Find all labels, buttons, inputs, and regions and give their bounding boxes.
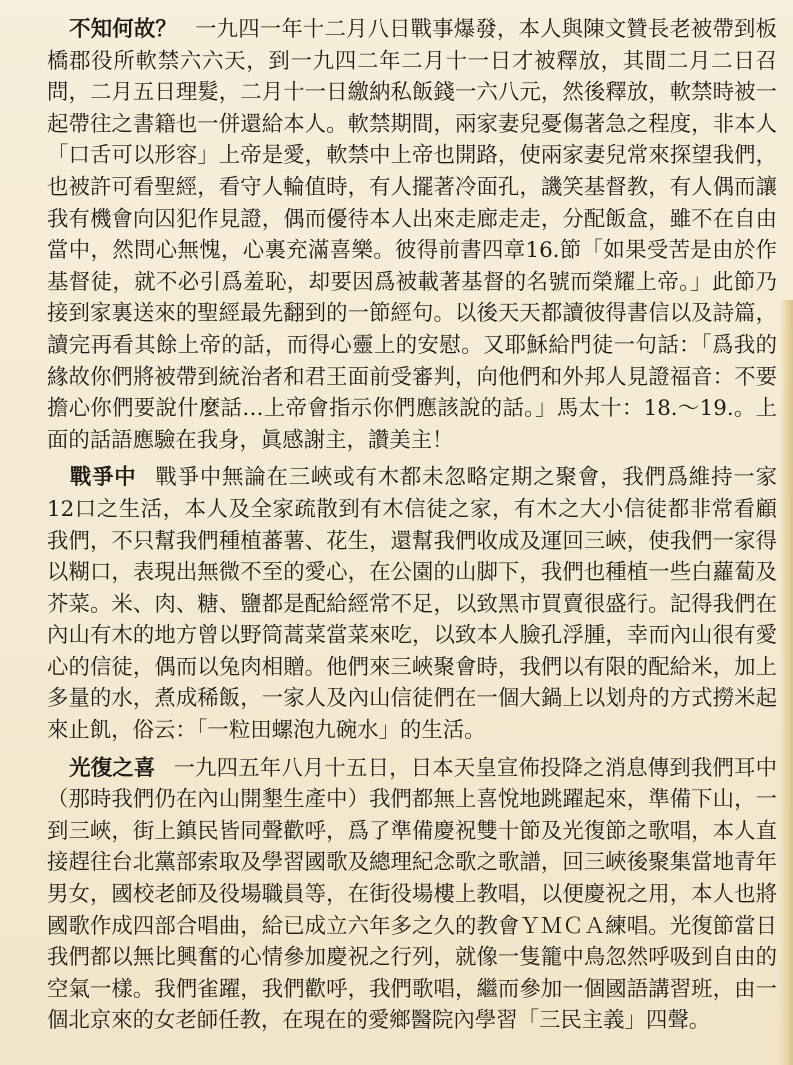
paragraph-retrocession-text: 一九四五年八月十五日，日本天皇宣佈投降之消息傳到我們耳中（那時我們仍在內山開墾生產中）我們都無上喜悅地跳躍起來，準備下山，一到三峽，街上鎮民皆同聲歡呼，爲了準備慶祝雙十節及光復節之歌唱，本人直接趕往台北黨部索取及學習國歌及總理紀念歌之歌譜，回三峽後聚集當地青年男女，國校老師及役場職員等，在街役場樓上教唱，以便慶祝之用，本人也將國歌作成四部合唱曲，給已成立六年多之久的教會ＹＭＣＡ練唱。光復節當日我們都以無比興奮的心情參加慶祝之行列，就像一隻籠中鳥忽然呼吸到自由的空氣一樣。我們雀躍，我們歡呼，我們歌唱，繼而參加一個國語講習班，由一個北京來的女老師任教，在現在的愛鄉醫院內學習「三民主義」四聲。 [47, 755, 777, 1034]
heading-retrocession: 光復之喜 [69, 755, 156, 781]
paragraph-detention-text: 一九四一年十二月八日戰事爆發，本人與陳文贊長老被帶到板橋郡役所軟禁六六天，到一九四二年二月十一日才被釋放，其間二月二日召問，二月五日理髮，二月十一日繳納私飯錢一六八元，然後釋放，軟禁時被一起帶往之書籍也一併還給本人。軟禁期間，兩家妻兒憂傷著急之程度，非本人「口舌可以形容」上帝是愛，軟禁中上帝也開路，使兩家妻兒常來探望我們，也被許可看聖經，看守人輪值時，有人擺著冷面孔，譏笑基督教，有人偶而讓我有機會向囚犯作見證，偶而優待本人出來走廊走走，分配飯盒，雖不在自由當中，然問心無愧，心裏充滿喜樂。彼得前書四章16.節「如果受苦是由於作基督徒，就不必引爲羞恥，却要因爲被載著基督的名號而榮耀上帝。」此節乃接到家裏送來的聖經最先翻到的一節經句。以後天天都讀彼得書信以及詩篇，讀完再看其餘上帝的話，而得心靈上的安慰。又耶穌給門徒一句話：「爲我的緣故你們將被帶到統治者和君王面前受審判，向他們和外邦人見證福音：不要擔心你們要說什麼話…上帝會指示你們應該說的話。」馬太十：18.～19.。上面的話語應驗在我身，眞感謝主，讚美主！ [47, 17, 777, 453]
paragraph-wartime-text: 戰爭中無論在三峽或有木都未忽略定期之聚會，我們爲維持一家12口之生活，本人及全家疏散到有木信徒之家，有木之大小信徒都非常看顧我們，不只幫我們種植蕃薯、花生，還幫我們收成及運回三峽，使我們一家得以糊口，表現出無微不至的愛心，在公園的山脚下，我們也種植一些白蘿蔔及芥菜。米、肉、糖、鹽都是配給經常不足，以致黑市買賣很盛行。記得我們在內山有木的地方曾以野筒蒿菜當菜來吃，以致本人臉孔浮腫，幸而內山很有愛心的信徒，偶而以兔肉相贈。他們來三峽聚會時，我們以有限的配給米，加上多量的水，煮成稀飯，一家人及內山信徒們在一個大鍋上以划舟的方式撈米起來止飢，俗云：「一粒田螺泡九碗水」的生活。 [47, 465, 777, 744]
heading-wartime: 戰爭中 [69, 465, 137, 491]
paragraph-retrocession [47, 753, 777, 1037]
body-text [47, 14, 777, 1037]
page-edge-shading [779, 300, 793, 1065]
heading-detention: 不知何故？ [69, 17, 177, 42]
paragraph-detention [47, 14, 777, 456]
paragraph-wartime [47, 462, 777, 746]
